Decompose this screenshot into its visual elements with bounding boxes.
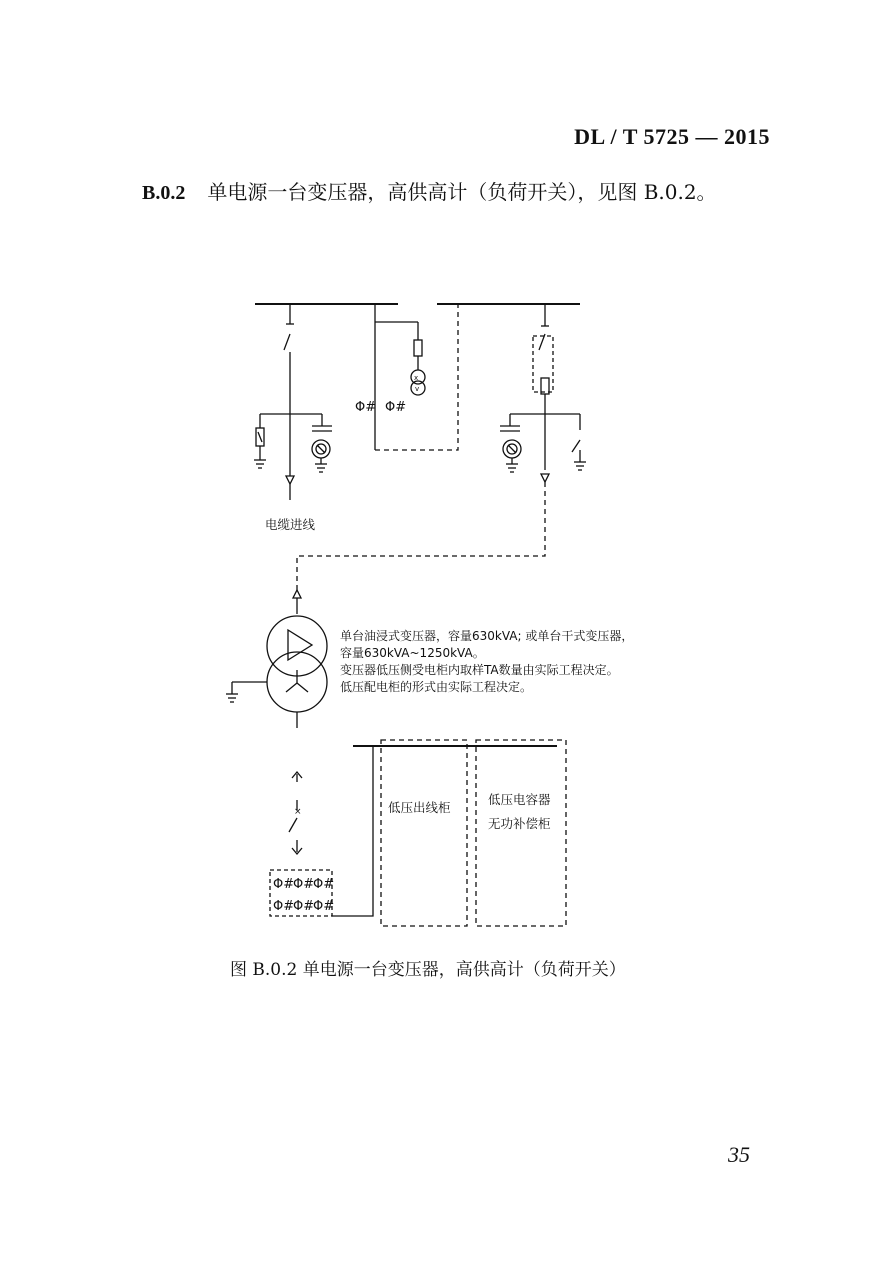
lv-capacitor-label-line1: 低压电容器 [488,792,551,807]
transformer-notes [340,628,633,696]
svg-text:v: v [415,385,420,393]
svg-text:Φ#: Φ# [385,400,407,415]
note-line: 单台油浸式变压器，容量630kVA; 或单台干式变压器， [340,629,634,643]
svg-text:Φ#: Φ# [313,899,335,914]
incoming-feeder [254,304,332,500]
svg-text:Φ#: Φ# [313,877,335,892]
note-line: 低压配电柜的形式由实际工程决定。 [340,680,533,694]
svg-text:×: × [294,807,302,817]
svg-text:Φ#: Φ# [273,877,295,892]
page-number: 35 [728,1142,750,1167]
transformer-symbol [226,590,327,728]
section-number: B.0.2 [142,182,186,204]
metering-unit [355,304,458,450]
section-title: 单电源一台变压器，高供高计（负荷开关），见图 B.0.2。 [207,180,717,204]
lv-switchgear [270,740,566,926]
lv-outgoing-cabinet-label: 低压出线柜 [388,800,451,815]
svg-text:x: x [414,374,419,382]
svg-text:Φ#: Φ# [273,899,295,914]
svg-text:Φ#: Φ# [293,899,315,914]
cable-incoming-label: 电缆进线 [265,517,316,532]
svg-text:Φ#: Φ# [355,400,377,415]
note-line: 容量630kVA~1250kVA。 [340,646,485,660]
standard-code-header: DL / T 5725 — 2015 [574,124,770,149]
figure-caption: 图 B.0.2 单电源一台变压器，高供高计（负荷开关） [230,960,626,980]
load-switch-feeder [297,304,586,590]
svg-text:Φ#: Φ# [293,877,315,892]
note-line: 变压器低压侧受电柜内取样TA数量由实际工程决定。 [340,663,619,677]
lv-capacitor-label-line2: 无功补偿柜 [488,816,551,831]
